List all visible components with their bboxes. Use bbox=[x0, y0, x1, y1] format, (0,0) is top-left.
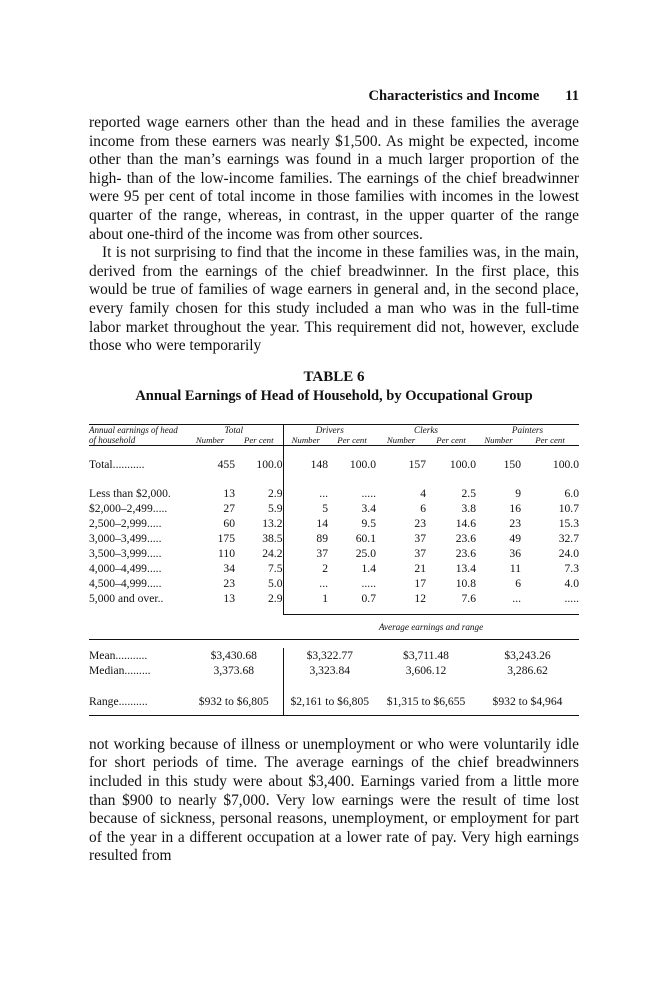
row-label: Mean........... bbox=[89, 648, 148, 662]
table-cell: 455 bbox=[217, 457, 235, 471]
table-cell: 3.4 bbox=[361, 501, 376, 515]
table-cell: 7.6 bbox=[461, 591, 476, 605]
table-cell: 9 bbox=[515, 486, 521, 500]
group-header-drivers: Drivers bbox=[283, 425, 376, 435]
table-cell: 13 bbox=[223, 591, 235, 605]
table-cell: 3,606.12 bbox=[405, 663, 447, 677]
group-header-clerks: Clerks bbox=[414, 424, 438, 435]
row-label: 4,500–4,999..... bbox=[89, 576, 162, 590]
table-cell: 24.2 bbox=[262, 546, 283, 560]
table-cell: ..... bbox=[361, 576, 376, 590]
row-label: Total........... bbox=[89, 457, 145, 471]
subheader-number: Number bbox=[283, 435, 328, 446]
table-cell: 148 bbox=[283, 456, 328, 474]
table-cell: 3,323.84 bbox=[283, 663, 376, 678]
table-cell: $3,322.77 bbox=[283, 648, 376, 663]
table-cell: ..... bbox=[361, 486, 376, 500]
table-cell: $3,430.68 bbox=[210, 648, 257, 662]
table-cell: 1 bbox=[283, 591, 328, 606]
table-cell: ... bbox=[283, 486, 328, 501]
table-row bbox=[89, 591, 579, 606]
table-title: Annual Earnings of Head of Household, by Occupational Group bbox=[135, 387, 533, 404]
table-cell: 27 bbox=[223, 501, 235, 515]
row-label: Range.......... bbox=[89, 694, 148, 708]
paragraph-3: not working because of illness or unemployment or who were voluntarily idle for short periods of time. The average earnings of the chief breadwinners included in this study were about $3,400. Earnings varied from a little more than $900 to nearly $7,000. Very low earnings were the result of time lost because of sickness, personal reasons, unemployment, or employment for part of the year in a different occupation at a lower rate of pay. Very high earnings resulted from bbox=[89, 735, 579, 865]
table-cell: 0.7 bbox=[361, 591, 376, 605]
table-cell: 7.3 bbox=[564, 561, 579, 575]
table-row bbox=[89, 516, 579, 531]
row-label: 3,000–3,499..... bbox=[89, 531, 162, 545]
table-cell: 23 bbox=[223, 576, 235, 590]
table-cell: ..... bbox=[564, 591, 579, 605]
table-row bbox=[89, 576, 579, 591]
table-cell: 37 bbox=[283, 546, 328, 561]
table-row-mean bbox=[89, 648, 579, 663]
table-cell: 37 bbox=[414, 531, 426, 545]
table-cell: 16 bbox=[509, 501, 521, 515]
paragraph-1: reported wage earners other than the head and in these families the average income from these earners was nearly $1,500. As might be expected, income other than the man’s earnings was found in a much larger proportion of the high- than of the low-income families. The earnings of the chief breadwinner were 95 per cent of total income in those families with incomes in the lowest quarter of the range, whereas, in contrast, in the upper quarter of the range about one-third of the income was from other sources. bbox=[89, 114, 579, 243]
table-cell: 17 bbox=[414, 576, 426, 590]
table-cell: $932 to $4,964 bbox=[492, 694, 563, 708]
table-cell: 5.0 bbox=[268, 576, 283, 590]
table-cell: 2.9 bbox=[268, 486, 283, 500]
table-cell: 23 bbox=[414, 516, 426, 530]
table-cell: 100.0 bbox=[449, 457, 476, 471]
table-cell: 3,286.62 bbox=[507, 663, 548, 677]
table-row bbox=[89, 561, 579, 576]
table-cell: 100.0 bbox=[256, 457, 283, 471]
row-label: $2,000–2,499..... bbox=[89, 501, 168, 515]
table-cell: 100.0 bbox=[349, 457, 376, 471]
table-cell: 3.8 bbox=[461, 501, 476, 515]
table-cell: $3,243.26 bbox=[504, 648, 551, 662]
table-cell: $1,315 to $6,655 bbox=[386, 694, 466, 708]
book-page bbox=[89, 88, 579, 866]
paragraph-2: It is not surprising to find that the income in these families was, in the main, derived from the earnings of the chief breadwinner. In the first place, this would be true of families of wage earners in general and, in the second place, every family chosen for this study included a man who was in the full-time labor market throughout the year. This requirement did not, however, exclude those who were temporarily bbox=[89, 244, 579, 355]
table-row-range bbox=[89, 694, 579, 709]
table-cell: 157 bbox=[408, 457, 426, 471]
row-label: 4,000–4,499..... bbox=[89, 561, 162, 575]
table-cell: 11 bbox=[509, 561, 521, 575]
table-cell: 38.5 bbox=[262, 531, 283, 545]
table-row bbox=[89, 531, 579, 546]
table-cell: 4.0 bbox=[564, 576, 579, 590]
table-cell: 13.4 bbox=[455, 561, 476, 575]
table-cell: 13 bbox=[223, 486, 235, 500]
row-label: 5,000 and over.. bbox=[89, 591, 164, 605]
table-cell: 23 bbox=[509, 516, 521, 530]
table-cell: $932 to $6,805 bbox=[198, 694, 269, 708]
subheader-percent: Per cent bbox=[337, 434, 367, 445]
table-cell: 60.1 bbox=[355, 531, 376, 545]
group-header-total: Total bbox=[224, 424, 244, 435]
table-cell: 3,373.68 bbox=[213, 663, 255, 677]
subheader-percent: Per cent bbox=[436, 434, 466, 445]
row-label: Less than $2,000. bbox=[89, 486, 171, 500]
table-cell: 150 bbox=[503, 457, 521, 471]
table-cell: 2 bbox=[283, 561, 328, 576]
table-cell: 15.3 bbox=[558, 516, 579, 530]
subheader-number: Number bbox=[195, 434, 225, 445]
table-cell: 60 bbox=[223, 516, 235, 530]
table-row bbox=[89, 546, 579, 561]
table-cell: 6 bbox=[420, 501, 426, 515]
average-earnings-label: Average earnings and range bbox=[378, 621, 484, 632]
table-cell: ... bbox=[512, 591, 521, 605]
table-cell: 100.0 bbox=[552, 457, 579, 471]
table-cell: 12 bbox=[414, 591, 426, 605]
table-cell: 23.6 bbox=[455, 531, 476, 545]
table-cell: 10.8 bbox=[455, 576, 476, 590]
table-cell: 34 bbox=[223, 561, 235, 575]
table-row bbox=[89, 486, 579, 501]
group-header-painters: Painters bbox=[511, 424, 544, 435]
table-cell: 32.7 bbox=[558, 531, 579, 545]
table-cell: 175 bbox=[217, 531, 235, 545]
table-row-total bbox=[89, 456, 579, 474]
table-cell: 14 bbox=[283, 516, 328, 531]
subheader-percent: Per cent bbox=[535, 434, 565, 445]
table-cell: 6.0 bbox=[564, 486, 579, 500]
table-cell: 13.2 bbox=[262, 516, 283, 530]
table-cell: 24.0 bbox=[558, 546, 579, 560]
table-cell: 2.5 bbox=[461, 486, 476, 500]
table-cell: 25.0 bbox=[355, 546, 376, 560]
row-label: Median......... bbox=[89, 663, 151, 677]
table-cell: 21 bbox=[414, 561, 426, 575]
table-cell: 10.7 bbox=[558, 501, 579, 515]
table-cell: 5 bbox=[283, 501, 328, 516]
table-cell: 5.9 bbox=[268, 501, 283, 515]
table-cell: 1.4 bbox=[361, 561, 376, 575]
table-cell: 23.6 bbox=[455, 546, 476, 560]
stub-header: Annual earnings of head of household bbox=[89, 424, 178, 445]
table-cell: $2,161 to $6,805 bbox=[283, 694, 376, 709]
table-cell: 49 bbox=[509, 531, 521, 545]
table-cell: 9.5 bbox=[361, 516, 376, 530]
table-cell: 4 bbox=[420, 486, 426, 500]
subheader-number: Number bbox=[484, 434, 513, 445]
table-cell: 7.5 bbox=[268, 561, 283, 575]
subheader-number: Number bbox=[386, 434, 416, 445]
table-row bbox=[89, 501, 579, 516]
table-cell: 89 bbox=[283, 531, 328, 546]
row-label: 3,500–3,999..... bbox=[89, 546, 162, 560]
table-cell: 37 bbox=[414, 546, 426, 560]
running-head-title: Characteristics and Income bbox=[368, 88, 540, 104]
table-cell: 14.6 bbox=[455, 516, 476, 530]
table-cell: 6 bbox=[515, 576, 521, 590]
table-cell: 2.9 bbox=[268, 591, 283, 605]
table-row-median bbox=[89, 663, 579, 678]
table-cell: $3,711.48 bbox=[403, 648, 449, 662]
subheader-percent: Per cent bbox=[243, 434, 274, 445]
running-head bbox=[89, 88, 579, 114]
table-cell: 110 bbox=[218, 546, 235, 560]
page-number: 11 bbox=[565, 88, 579, 104]
earnings-table bbox=[89, 424, 579, 716]
table-cell: ... bbox=[283, 576, 328, 591]
table-label: TABLE 6 bbox=[303, 368, 365, 385]
table-cell: 36 bbox=[509, 546, 521, 560]
row-label: 2,500–2,999..... bbox=[89, 516, 162, 530]
